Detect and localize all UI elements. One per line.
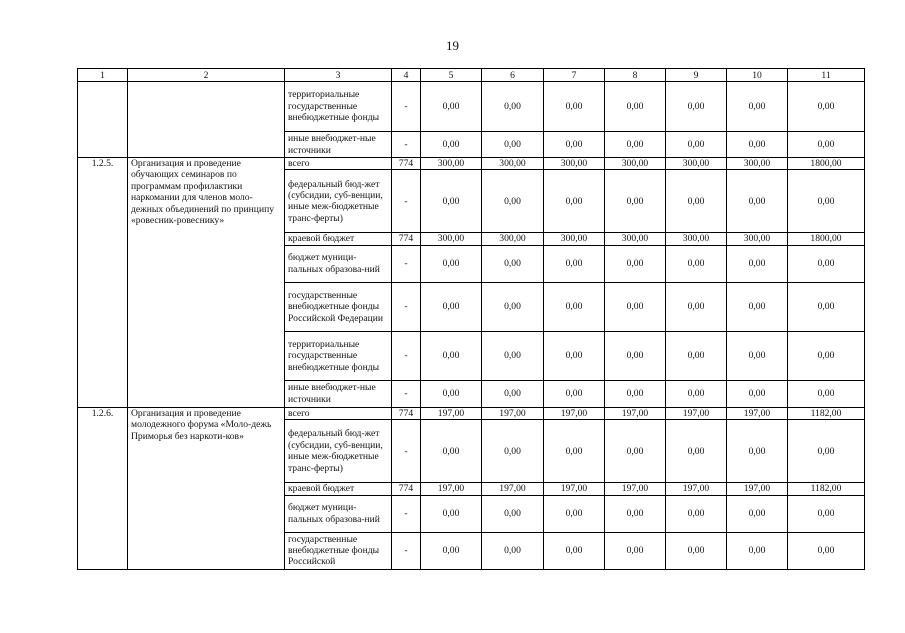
year-value: 197,00 xyxy=(666,483,727,495)
year-value: 0,00 xyxy=(727,282,788,331)
year-value: 0,00 xyxy=(421,132,482,158)
total-value: 1182,00 xyxy=(788,407,865,419)
year-value: 197,00 xyxy=(544,483,605,495)
budget-code: - xyxy=(392,282,421,331)
budget-code: 774 xyxy=(392,483,421,495)
funding-source: всего xyxy=(285,407,392,419)
year-value: 0,00 xyxy=(666,82,727,132)
year-value: 0,00 xyxy=(482,331,544,380)
year-value: 197,00 xyxy=(666,407,727,419)
year-value: 0,00 xyxy=(605,380,666,407)
year-value: 0,00 xyxy=(727,532,788,569)
year-value: 0,00 xyxy=(544,331,605,380)
year-value: 0,00 xyxy=(421,282,482,331)
year-value: 0,00 xyxy=(482,245,544,282)
year-value: 300,00 xyxy=(605,158,666,170)
year-value: 300,00 xyxy=(421,233,482,245)
column-number-row xyxy=(78,69,865,82)
year-value: 0,00 xyxy=(421,331,482,380)
year-value: 0,00 xyxy=(421,82,482,132)
budget-code: - xyxy=(392,170,421,233)
year-value: 197,00 xyxy=(482,483,544,495)
funding-source: бюджет муници-пальных образова-ний xyxy=(285,495,392,532)
year-value: 0,00 xyxy=(605,331,666,380)
year-value: 300,00 xyxy=(605,233,666,245)
column-number: 11 xyxy=(788,69,865,82)
year-value: 0,00 xyxy=(544,132,605,158)
year-value: 0,00 xyxy=(605,495,666,532)
year-value: 0,00 xyxy=(727,331,788,380)
funding-source: краевой бюджет xyxy=(285,483,392,495)
year-value: 0,00 xyxy=(544,420,605,483)
year-value: 0,00 xyxy=(482,495,544,532)
funding-source: бюджет муници-пальных образова-ний xyxy=(285,245,392,282)
year-value: 0,00 xyxy=(482,170,544,233)
budget-code: - xyxy=(392,420,421,483)
column-number: 7 xyxy=(544,69,605,82)
year-value: 197,00 xyxy=(605,483,666,495)
table-row xyxy=(78,82,865,132)
column-number: 1 xyxy=(78,69,128,82)
year-value: 197,00 xyxy=(544,407,605,419)
column-number: 9 xyxy=(666,69,727,82)
budget-code: 774 xyxy=(392,158,421,170)
year-value: 197,00 xyxy=(421,483,482,495)
year-value: 0,00 xyxy=(727,380,788,407)
year-value: 197,00 xyxy=(727,483,788,495)
total-value: 0,00 xyxy=(788,331,865,380)
total-value: 0,00 xyxy=(788,495,865,532)
year-value: 197,00 xyxy=(727,407,788,419)
year-value: 0,00 xyxy=(727,495,788,532)
total-value: 1182,00 xyxy=(788,483,865,495)
year-value: 0,00 xyxy=(605,420,666,483)
year-value: 0,00 xyxy=(544,380,605,407)
budget-code: - xyxy=(392,495,421,532)
total-value: 1800,00 xyxy=(788,233,865,245)
year-value: 197,00 xyxy=(605,407,666,419)
column-number: 3 xyxy=(285,69,392,82)
year-value: 0,00 xyxy=(605,282,666,331)
budget-code: - xyxy=(392,331,421,380)
column-number: 5 xyxy=(421,69,482,82)
year-value: 300,00 xyxy=(727,158,788,170)
funding-source: всего xyxy=(285,158,392,170)
total-value: 0,00 xyxy=(788,245,865,282)
year-value: 300,00 xyxy=(421,158,482,170)
budget-table xyxy=(77,68,865,570)
funding-source: территориальные государственные внебюджетные фонды xyxy=(285,331,392,380)
year-value: 0,00 xyxy=(605,82,666,132)
year-value: 0,00 xyxy=(544,82,605,132)
budget-code: 774 xyxy=(392,233,421,245)
funding-source: территориальные государственные внебюджетные фонды xyxy=(285,82,392,132)
year-value: 0,00 xyxy=(605,132,666,158)
year-value: 300,00 xyxy=(666,233,727,245)
item-name xyxy=(128,82,285,158)
total-value: 0,00 xyxy=(788,132,865,158)
year-value: 300,00 xyxy=(666,158,727,170)
year-value: 0,00 xyxy=(421,420,482,483)
year-value: 0,00 xyxy=(421,532,482,569)
column-number: 2 xyxy=(128,69,285,82)
column-number: 8 xyxy=(605,69,666,82)
item-name: Организация и проведение молодежного форума «Моло-дежь Приморья без наркоти-ков» xyxy=(128,407,285,569)
item-code xyxy=(78,82,128,158)
year-value: 0,00 xyxy=(605,532,666,569)
funding-source: иные внебюджет-ные источники xyxy=(285,132,392,158)
year-value: 0,00 xyxy=(727,245,788,282)
total-value: 0,00 xyxy=(788,82,865,132)
year-value: 0,00 xyxy=(727,420,788,483)
year-value: 0,00 xyxy=(727,170,788,233)
column-number: 10 xyxy=(727,69,788,82)
year-value: 0,00 xyxy=(482,532,544,569)
year-value: 0,00 xyxy=(666,532,727,569)
total-value: 0,00 xyxy=(788,380,865,407)
year-value: 0,00 xyxy=(482,420,544,483)
year-value: 0,00 xyxy=(421,380,482,407)
funding-source: федеральный бюд-жет (субсидии, суб-венции, иные меж-бюджетные транс-ферты) xyxy=(285,420,392,483)
column-number: 4 xyxy=(392,69,421,82)
column-number: 6 xyxy=(482,69,544,82)
year-value: 0,00 xyxy=(544,170,605,233)
total-value: 0,00 xyxy=(788,170,865,233)
year-value: 0,00 xyxy=(605,245,666,282)
table-row xyxy=(78,407,865,419)
year-value: 0,00 xyxy=(421,495,482,532)
total-value: 0,00 xyxy=(788,532,865,569)
year-value: 0,00 xyxy=(666,420,727,483)
year-value: 0,00 xyxy=(544,495,605,532)
year-value: 0,00 xyxy=(727,132,788,158)
budget-code: 774 xyxy=(392,407,421,419)
total-value: 0,00 xyxy=(788,420,865,483)
year-value: 300,00 xyxy=(727,233,788,245)
table-row xyxy=(78,158,865,170)
year-value: 0,00 xyxy=(482,380,544,407)
year-value: 0,00 xyxy=(666,170,727,233)
item-code: 1.2.5. xyxy=(78,158,128,408)
year-value: 0,00 xyxy=(544,245,605,282)
page-number: 19 xyxy=(446,38,459,53)
year-value: 0,00 xyxy=(666,380,727,407)
budget-code: - xyxy=(392,132,421,158)
funding-source: государственные внебюджетные фонды Российской Федерации xyxy=(285,282,392,331)
year-value: 0,00 xyxy=(666,495,727,532)
year-value: 0,00 xyxy=(727,82,788,132)
budget-code: - xyxy=(392,82,421,132)
funding-source: краевой бюджет xyxy=(285,233,392,245)
item-code: 1.2.6. xyxy=(78,407,128,569)
budget-code: - xyxy=(392,380,421,407)
year-value: 0,00 xyxy=(421,170,482,233)
funding-source: государственные внебюджетные фонды Российской xyxy=(285,532,392,569)
year-value: 0,00 xyxy=(421,245,482,282)
year-value: 0,00 xyxy=(666,132,727,158)
total-value: 1800,00 xyxy=(788,158,865,170)
year-value: 0,00 xyxy=(482,82,544,132)
year-value: 300,00 xyxy=(544,158,605,170)
year-value: 0,00 xyxy=(605,170,666,233)
year-value: 0,00 xyxy=(482,282,544,331)
funding-source: федеральный бюд-жет (субсидии, суб-венции, иные меж-бюджетные транс-ферты) xyxy=(285,170,392,233)
item-name: Организация и проведение обучающих семинаров по программам профилактики наркомании для членов моло-дежных объединений по принципу «ровесник-ровеснику» xyxy=(128,158,285,408)
year-value: 0,00 xyxy=(482,132,544,158)
year-value: 0,00 xyxy=(544,532,605,569)
year-value: 0,00 xyxy=(666,331,727,380)
total-value: 0,00 xyxy=(788,282,865,331)
year-value: 197,00 xyxy=(482,407,544,419)
budget-code: - xyxy=(392,532,421,569)
year-value: 300,00 xyxy=(544,233,605,245)
budget-code: - xyxy=(392,245,421,282)
year-value: 300,00 xyxy=(482,158,544,170)
year-value: 0,00 xyxy=(544,282,605,331)
funding-source: иные внебюджет-ные источники xyxy=(285,380,392,407)
year-value: 197,00 xyxy=(421,407,482,419)
year-value: 0,00 xyxy=(666,245,727,282)
year-value: 300,00 xyxy=(482,233,544,245)
year-value: 0,00 xyxy=(666,282,727,331)
